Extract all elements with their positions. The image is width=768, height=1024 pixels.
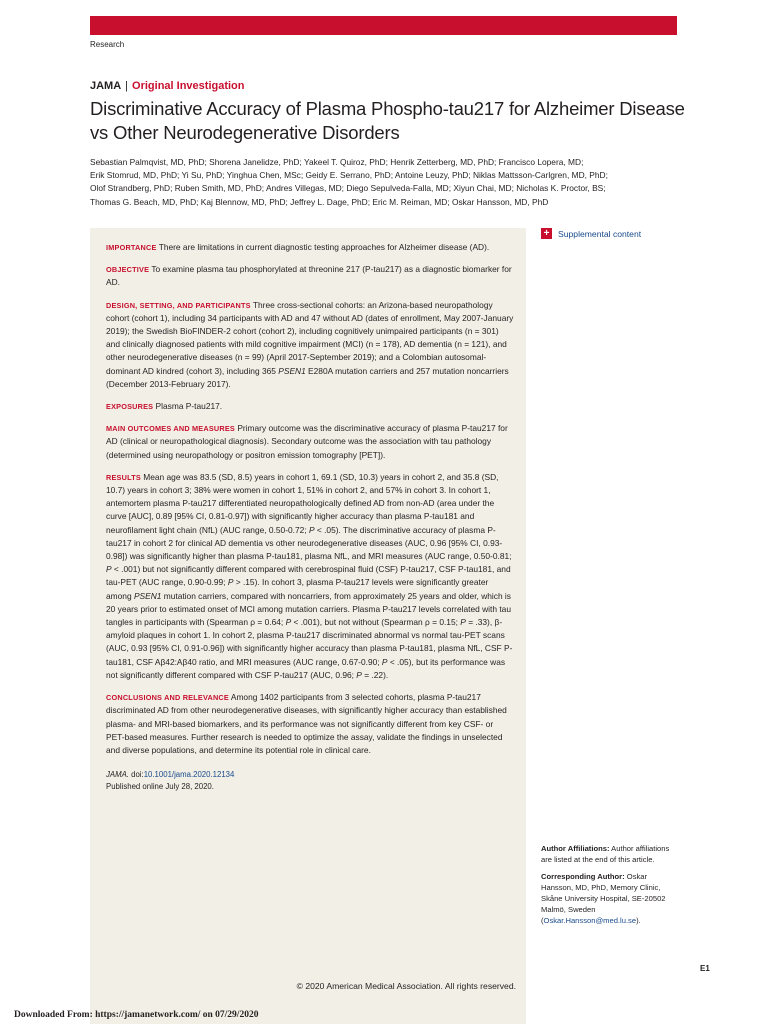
article-title: Discriminative Accuracy of Plasma Phospho-tau217 for Alzheimer Disease vs Other Neurodegenerative Disorders — [90, 98, 685, 143]
section-text: Among 1402 participants from 3 selected cohorts, plasma P-tau217 discriminated AD from other neurodegenerative diseases, with significantly higher accuracy than established plasma- and MRI-based biomarkers, and its performance was not significantly different from key CSF- or PET-based measures. Further research is needed to optimize the assay, validate the findings in unselected and diverse populations, and determine its potential role in clinical care. — [106, 692, 507, 755]
author-line: Erik Stomrud, MD, PhD; Yi Su, PhD; Yinghua Chen, MSc; Geidy E. Serrano, PhD; Antoine Leuzy, PhD; Niklas Mattsson-Carlgren, MD, PhD; — [90, 170, 608, 181]
section-heading: EXPOSURES — [106, 402, 154, 412]
section-text: = .33), β-amyloid plaques in cohort 1. In cohort 2, plasma P-tau217 discriminated abnormal vs normal tau-PET scans (AUC, 0.93 [95% CI, 0.91-0.96]) with significantly higher accuracy than plasma P-tau181, plasma NfL, CSF P-tau181, CSF Aβ42:Aβ40 ratio, and MRI measures (AUC range, 0.67-0.90; — [106, 617, 513, 667]
supplemental-label[interactable]: Supplemental content — [558, 228, 642, 239]
section-heading: CONCLUSIONS AND RELEVANCE — [106, 693, 229, 703]
doi-link[interactable]: 10.1001/jama.2020.12134 — [143, 770, 235, 780]
email-link[interactable]: Oskar.Hansson@med.lu.se — [543, 916, 637, 925]
author-line: Olof Strandberg, PhD; Ruben Smith, MD, PhD; Andres Villegas, MD; Diego Sepulveda-Falla, MD; Xiyun Chai, MD; Nicholas K. Proctor, BS; — [90, 183, 606, 194]
section-heading: DESIGN, SETTING, AND PARTICIPANTS — [106, 300, 251, 310]
journal-name: JAMA — [90, 80, 122, 92]
section-heading: MAIN OUTCOMES AND MEASURES — [106, 424, 235, 434]
abstract-design — [106, 299, 514, 391]
citation-line — [106, 769, 514, 781]
section-text: Mean age was 83.5 (SD, 8.5) years in cohort 1, 69.1 (SD, 10.3) years in cohort 2, and 35.8 (SD, 10.7) years in cohort 3; 38% were women in cohort 1, 51% in cohort 2, and 57% in cohort 3. In cohort 1, antemortem plasma P-tau217 differentiated neuropathologically defined AD from non-AD (area under the curve [AUC], 0.89 [95% CI, 0.81-0.97]) with significantly higher accuracy than plasma P-tau181 and neurofilament light chain (NfL) (AUC range, 0.50-0.72; — [106, 471, 499, 535]
gene-name: PSEN1 — [278, 365, 306, 376]
section-label: Research — [90, 40, 125, 49]
kicker-separator: | — [125, 80, 129, 92]
section-text: < .05), but its performance was not significantly different compared with CSF P-tau217 (AUC, 0.96; — [106, 656, 506, 680]
download-footer: Downloaded From: https://jamanetwork.com/ on 07/29/2020 — [14, 1010, 259, 1020]
sidenotes — [541, 843, 681, 932]
section-heading: OBJECTIVE — [106, 265, 150, 275]
section-heading: IMPORTANCE — [106, 243, 157, 252]
section-text: mutation carriers, compared with noncarriers, from approximately 25 years and older, which is 20 years prior to estimated onset of MCI among mutation carriers. Plasma P-tau217 levels correlated with tau tangles in participants with (Spearman ρ = 0.64; — [106, 590, 511, 628]
p-symbol: P — [285, 617, 292, 628]
section-text: = .22). — [361, 669, 389, 680]
page-number: E1 — [700, 964, 710, 973]
p-symbol: P — [227, 577, 234, 588]
p-symbol: P — [381, 656, 388, 667]
gene-name: PSEN1 — [133, 590, 162, 601]
copyright-notice: © 2020 American Medical Association. All rights reserved. — [296, 981, 516, 991]
citation — [106, 769, 514, 792]
abstract-main-outcomes — [106, 422, 514, 462]
section-heading: RESULTS — [106, 472, 141, 482]
citation-journal: JAMA. — [106, 770, 129, 780]
section-text: Plasma P-tau217. — [155, 401, 223, 412]
section-text: > .15). In cohort 3, plasma P-tau217 levels were significantly greater among — [106, 577, 489, 601]
abstract — [106, 241, 514, 792]
p-symbol: P — [308, 524, 315, 535]
p-symbol: P — [460, 617, 466, 628]
section-text: < .001), but not without (Spearman ρ = 0.15; — [291, 617, 461, 628]
p-symbol: P — [106, 564, 112, 575]
section-text: < .001) but not significantly different compared with cerebrospinal fluid (CSF) P-tau217, CSF P-tau181, and tau-PET (AUC range, 0.90-0.99; — [106, 564, 511, 588]
section-text: To examine plasma tau phosphorylated at threonine 217 (P-tau217) as a diagnostic biomarker for AD. — [106, 264, 512, 288]
abstract-exposures — [106, 400, 514, 413]
abstract-conclusions — [106, 691, 514, 757]
plus-icon: + — [541, 228, 552, 239]
affiliations-text: Author affiliations are listed at the end of this article. — [541, 844, 670, 864]
published-date: Published online July 28, 2020. — [106, 781, 214, 791]
header-bar — [90, 16, 677, 35]
abstract-objective — [106, 263, 514, 289]
abstract-results — [106, 471, 514, 682]
corresponding-close: ). — [636, 916, 641, 925]
author-line: Sebastian Palmqvist, MD, PhD; Shorena Janelidze, PhD; Yakeel T. Quiroz, PhD; Henrik Zetterberg, MD, PhD; Francisco Lopera, MD; — [90, 157, 584, 167]
section-text: < .05). The discriminative accuracy of plasma P-tau217 in cohort 2 for clinical AD dementia vs other neurodegenerative diseases (AUC, 0.96 [95% CI, 0.93-0.98]) was significantly higher than plasma P-tau181, plasma NfL, and MRI measures (AUC range, 0.50-0.81; — [106, 524, 512, 562]
abstract-importance — [106, 241, 514, 254]
doi-prefix: doi: — [128, 770, 144, 780]
supplemental-content-link[interactable] — [541, 228, 641, 239]
corresponding-text: Oskar Hansson, MD, PhD, Memory Clinic, Skåne University Hospital, SE-20502 Malmö, Sweden ( — [541, 872, 666, 925]
article-kicker — [90, 80, 245, 92]
corresponding-label: Corresponding Author: — [541, 872, 625, 881]
author-list — [90, 156, 650, 209]
affiliations-label: Author Affiliations: — [541, 844, 610, 853]
author-affiliations — [541, 843, 681, 865]
section-text: E280A mutation carriers and 257 mutation noncarriers (December 2013-February 2017). — [106, 365, 509, 389]
author-line: Thomas G. Beach, MD, PhD; Kaj Blennow, MD, PhD; Jeffrey L. Dage, PhD; Eric M. Reiman, MD; Oskar Hansson, MD, PhD — [90, 196, 549, 207]
section-text: Three cross-sectional cohorts: an Arizona-based neuropathology cohort (cohort 1), including 34 participants with AD and 47 without AD (dates of enrollment, May 2007-January 2019); the Swedish BioFINDER-2 cohort (cohort 2), including cognitively unimpaired participants (n = 301) and clinically diagnosed patients with mild cognitive impairment (MCI) (n = 178), AD dementia (n = 121), and other neurodegenerative diseases (n = 99) (April 2017-September 2019); and a Colombian autosomal-dominant AD kindred (cohort 3), including 365 — [106, 299, 514, 376]
p-symbol: P — [356, 669, 362, 680]
section-text: Primary outcome was the discriminative accuracy of plasma P-tau217 for AD (clinical or neuropathological diagnosis). Secondary outcome was the association with tau pathology (determined using neuropathology or positron emission tomography [PET]). — [106, 423, 508, 460]
corresponding-author — [541, 871, 681, 926]
section-text: There are limitations in current diagnostic testing approaches for Alzheimer disease (AD). — [158, 242, 490, 252]
article-type: Original Investigation — [132, 80, 245, 92]
